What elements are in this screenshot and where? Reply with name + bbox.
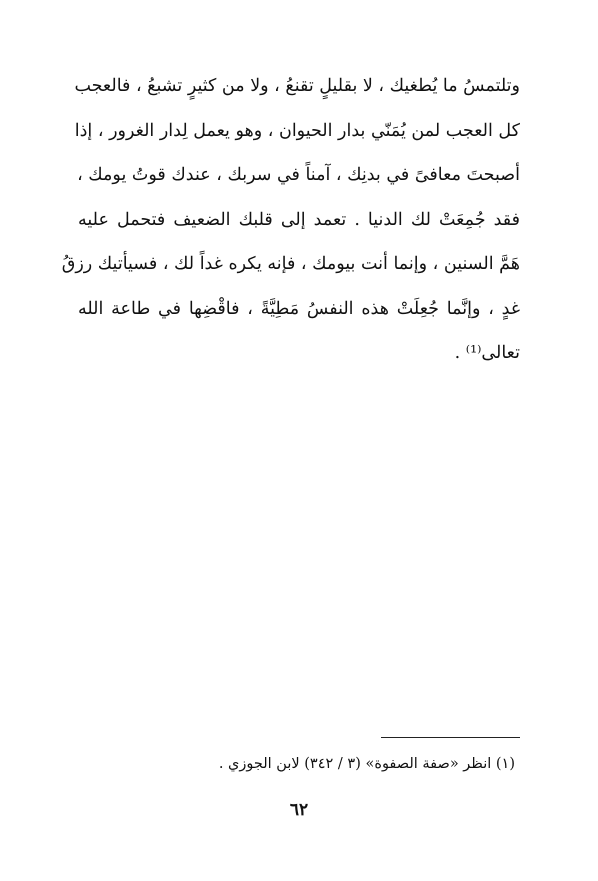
main-text: [61, 64, 520, 376]
footnote-divider: [381, 737, 520, 738]
text-line-2: كل العجب لمن يُمَنّي بدار الحيوان ، وهو يعمل لِدار الغرور ، إذا: [74, 120, 520, 141]
text-line-3: أصبحتَ معافىً في بدنِك ، آمناً في سربك ، عندك قوتُ يومك ،: [77, 165, 520, 185]
text-line-6: غدٍ ، وإنَّما جُعِلَتْ هذه النفسُ مَطِيَّةً ، فاقْضِها في طاعة الله: [78, 298, 520, 319]
page-number: ٦٢: [289, 800, 309, 820]
text-line-1: وتلتمسُ ما يُطغيك ، لا بقليلٍ تقنعُ ، ولا من كثيرٍ تشبعُ ، فالعجب: [74, 76, 520, 96]
footnote: (١) انظر «صفة الصفوة» (٣ / ٣٤٢) لابن الجوزي .: [218, 756, 515, 772]
text-line-4: فقد جُمِعَتْ لك الدنيا . تعمد إلى قلبك الضعيف فتحمل عليه: [78, 209, 520, 230]
text-line-5: هَمَّ السنين ، وإنما أنت بيومك ، فإنه يكره غداً لك ، فسيأتيك رزقُ: [61, 254, 520, 274]
text-line-7: تعالى⁽¹⁾ .: [454, 343, 520, 363]
